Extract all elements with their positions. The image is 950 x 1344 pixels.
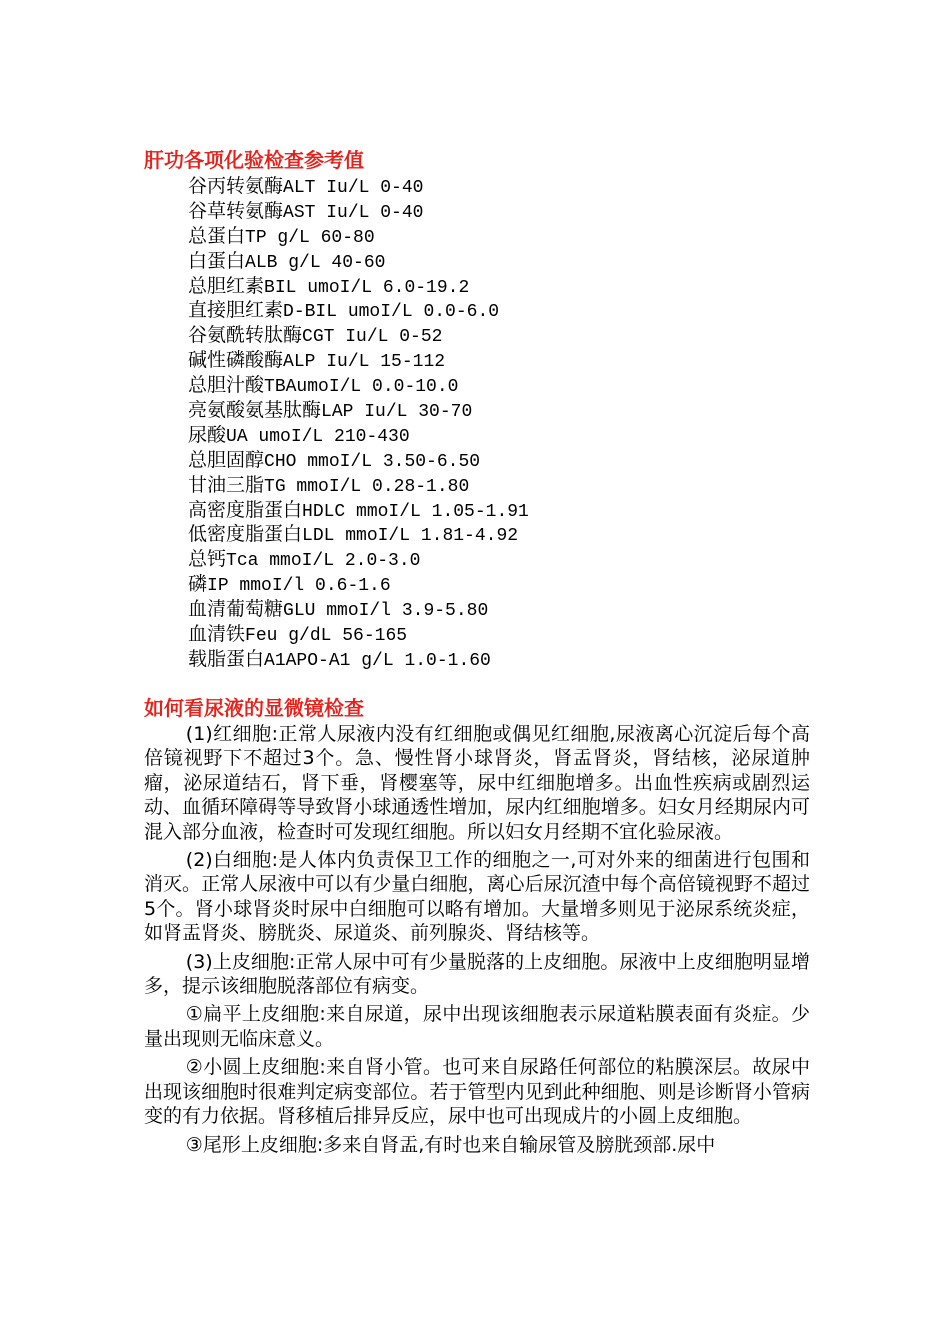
test-name: 磷 <box>188 573 208 596</box>
test-name: 低密度脂蛋白 <box>188 523 303 546</box>
reference-item <box>188 174 529 199</box>
test-name: 总胆汁酸 <box>188 374 265 397</box>
reference-item <box>188 199 529 224</box>
test-name: 碱性磷酸酶 <box>188 349 284 372</box>
test-name: 谷氨酰转肽酶 <box>188 324 303 347</box>
liver-function-heading: 肝功各项化验检查参考值 <box>144 148 364 172</box>
liver-reference-list <box>188 174 529 672</box>
paragraph-white-blood-cells: (2)白细胞:是人体内负责保卫工作的细胞之一,可对外来的细菌进行包围和消灭。正常人尿液中可以有少量白细胞，离心后尿沉渣中每个高倍镜视野不超过5个。肾小球肾炎时尿中白细胞可以略有增加。大量增多则见于泌尿系统炎症，如肾盂肾炎、膀胱炎、尿道炎、前列腺炎、肾结核等。 <box>144 849 810 945</box>
paragraph-squamous-epithelial: ①扁平上皮细胞:来自尿道，尿中出现该细胞表示尿道粘膜表面有炎症。少量出现则无临床意义。 <box>144 1003 810 1050</box>
test-name: 血清葡萄糖 <box>188 598 284 621</box>
reference-item <box>188 323 529 348</box>
test-name: 白蛋白 <box>188 249 246 272</box>
test-name: 总蛋白 <box>188 224 246 247</box>
paragraph-small-round-epithelial: ②小圆上皮细胞:来自肾小管。也可来自尿路任何部位的粘膜深层。故尿中出现该细胞时很难判定病变部位。若于管型内见到此种细胞、则是诊断肾小管病变的有力依据。肾移植后排异反应，尿中也可出现成片的小圆上皮细胞。 <box>144 1056 810 1128</box>
test-value: AST Iu/L 0-40 <box>283 202 424 223</box>
test-value: CGT Iu/L 0-52 <box>302 327 443 348</box>
reference-item <box>188 448 529 473</box>
reference-item <box>188 348 529 373</box>
test-value: IP mmoI/l 0.6-1.6 <box>207 576 391 597</box>
test-name: 载脂蛋白 <box>188 647 265 670</box>
test-value: TG mmoI/L 0.28-1.80 <box>264 476 470 497</box>
reference-item <box>188 498 529 523</box>
reference-item <box>188 298 529 323</box>
test-name: 总胆红素 <box>188 274 265 297</box>
test-name: 谷草转氨酶 <box>188 199 284 222</box>
reference-item <box>188 647 529 672</box>
reference-item <box>188 572 529 597</box>
reference-item <box>188 224 529 249</box>
paragraph-epithelial-cells: (3)上皮细胞:正常人尿中可有少量脱落的上皮细胞。尿液中上皮细胞明显增多，提示该细胞脱落部位有病变。 <box>144 950 810 998</box>
paragraph-red-blood-cells: (1)红细胞:正常人尿液内没有红细胞或偶见红细胞,尿液离心沉淀后每个高倍镜视野下不超过3个。急、慢性肾小球肾炎，肾盂肾炎，肾结核，泌尿道肿瘤，泌尿道结石，肾下垂，肾樱塞等，尿中红细胞增多。出血性疾病或剧烈运动、血循环障碍等导致肾小球通透性增加，尿内红细胞增多。妇女月经期尿内可混入部分血液，检查时可发现红细胞。所以妇女月经期不宜化验尿液。 <box>144 723 810 843</box>
test-value: ALT Iu/L 0-40 <box>283 178 424 198</box>
test-value: UA umoI/L 210-430 <box>226 426 410 447</box>
test-value: Tca mmoI/L 2.0-3.0 <box>226 551 421 572</box>
test-value: TP g/L 60-80 <box>245 227 375 248</box>
test-name: 总胆固醇 <box>188 448 265 471</box>
test-name: 总钙 <box>188 548 227 571</box>
reference-item <box>188 249 529 274</box>
test-value: BIL umoI/L 6.0-19.2 <box>264 277 470 298</box>
test-name: 高密度脂蛋白 <box>188 498 303 521</box>
reference-item <box>188 473 529 498</box>
test-name: 亮氨酸氨基肽酶 <box>188 399 322 422</box>
reference-item <box>188 522 529 547</box>
reference-item <box>188 373 529 398</box>
reference-item <box>188 398 529 423</box>
reference-item <box>188 622 529 647</box>
test-name: 直接胆红素 <box>188 299 284 322</box>
reference-item <box>188 423 529 448</box>
urine-microscopy-body <box>144 722 810 1157</box>
test-value: GLU mmoI/l 3.9-5.80 <box>283 601 489 622</box>
test-name: 尿酸 <box>188 423 227 446</box>
urine-microscopy-heading: 如何看尿液的显微镜检查 <box>144 696 364 720</box>
reference-item <box>188 274 529 299</box>
test-value: A1APO-A1 g/L 1.0-1.60 <box>264 650 491 671</box>
test-value: ALP Iu/L 15-112 <box>283 352 446 373</box>
reference-item <box>188 547 529 572</box>
test-value: HDLC mmoI/L 1.05-1.91 <box>302 501 529 522</box>
test-name: 谷丙转氨酶 <box>188 175 284 197</box>
test-name: 血清铁 <box>188 623 246 646</box>
reference-item <box>188 597 529 622</box>
test-value: LAP Iu/L 30-70 <box>321 402 473 423</box>
test-value: LDL mmoI/L 1.81-4.92 <box>302 526 519 547</box>
test-value: Feu g/dL 56-165 <box>245 626 408 647</box>
test-value: TBAumoI/L 0.0-10.0 <box>264 377 459 398</box>
paragraph-caudate-epithelial: ③尾形上皮细胞:多来自肾盂,有时也来自输尿管及膀胱颈部.尿中 <box>185 1133 716 1156</box>
test-value: ALB g/L 40-60 <box>245 252 386 273</box>
test-name: 甘油三脂 <box>188 473 265 496</box>
test-value: CHO mmoI/L 3.50-6.50 <box>264 451 481 472</box>
test-value: D-BIL umoI/L 0.0-6.0 <box>283 302 500 323</box>
